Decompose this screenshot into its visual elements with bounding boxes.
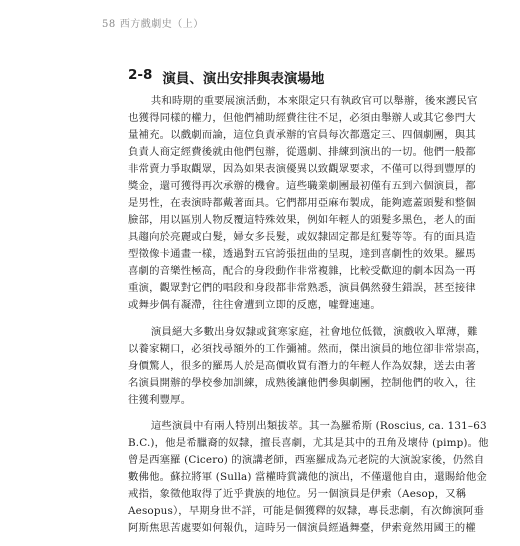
section-number: 2-8	[128, 67, 153, 83]
text-line: 獎金，還可獲得再次承辦的機會。這些職業劇團最初僅有五到六個演員，都	[128, 180, 476, 192]
text-line: 臉部，用以區別人物反覆這特殊效果，例如年輕人的頭髮多黑色，老人的面	[128, 214, 476, 226]
text-line: 量補充。以戲劇而論，這位負責承辦的官員每次都選定三、四個劇團，與其	[128, 129, 476, 141]
text-line: 這些演員中有兩人特別出類拔萃。其一為羅希斯 (Roscius, ca. 131–63	[150, 420, 487, 432]
text-line: 身價驚人，很多的羅馬人於是高價收買有潛力的年輕人作為奴隸，送去由著	[128, 360, 476, 372]
text-line: 型徵像卡通畫一樣，透過對五官誇張扭曲的呈現，達到喜劇性的效果。羅馬	[128, 248, 476, 260]
text-line: 以養家糊口，必須找尋額外的工作彌補。然而，傑出演員的地位卻非常崇高，	[128, 343, 487, 355]
body-text	[128, 93, 489, 546]
section-heading	[128, 67, 324, 87]
text-line: 演員絕大多數出身奴隸或貧寒家庭，社會地位低微，演戲收入單薄，難	[150, 326, 478, 338]
paragraph-2	[128, 324, 487, 409]
text-line: 戒指，象徵他取得了近乎貴族的地位。另一個演員是伊索（Aesop，又稱	[128, 488, 467, 500]
text-line: 重演，觀眾對它們的唱段和身段都非常熟悉，演員偶然發生錯誤，甚至接律	[128, 282, 476, 294]
text-line: 共和時期的重要展演活動，本來限定只有執政官可以舉辦，後來護民官	[150, 95, 478, 107]
text-line: 曾是西塞羅 (Cicero) 的演講老師，西塞羅成為元老院的大演說家後，仍然自	[128, 454, 485, 466]
section-title: 演員、演出安排與表演場地	[162, 71, 325, 87]
text-line: 負責人商定經費後就由他們包辦，從選劇、排練到演出的一切。他們一般都	[128, 146, 476, 158]
text-line: B.C.)，他是希臘裔的奴隸，擅長喜劇，尤其是其中的丑角及壞侍 (pimp)。他	[128, 437, 489, 449]
text-line: 是男性，在表演時都戴著面具。它們都用亞麻布製成，能夠遮蓋頭髮和整個	[128, 197, 476, 209]
text-line: 阿斯焦思苦處要如何報仇，這時另一個演員經過舞臺，伊索竟然用國王的權	[128, 522, 476, 534]
text-line: 往獲利豐厚。	[128, 394, 192, 406]
text-line: 非常賣力爭取觀眾，因為如果表演優異以致觀眾要求，不僅可以得到豐厚的	[128, 163, 476, 175]
text-line: 名演員開辦的學校參加訓練，成熟後讓他們參與劇團，控制他們的收入，往	[128, 377, 476, 389]
text-line: 或舞步偶有凝滯，往往會遭到立即的反應，噓聲連連。	[128, 299, 381, 311]
book-title: 西方戲劇史（上）	[119, 19, 204, 30]
text-line: 喜劇的音樂性極高，配合的身段動作非常複雜，比較受歡迎的劇本因為一再	[128, 265, 476, 277]
text-line: 數佛他。蘇拉將軍 (Sulla) 當權時賞識他的演出，不僅還他自由，還賜給他金	[128, 471, 487, 483]
page-number: 58	[102, 19, 116, 30]
running-head	[102, 15, 204, 30]
text-line: 也獲得同樣的權力，但他們補助經費往往不足，必須由舉辦人或其它參門大	[128, 112, 476, 124]
text-line: 具趨向於亮麗或白髮，婦女多長髮，或奴隸固定都是紅髮等等。有的面具造	[128, 231, 476, 243]
paragraph-1	[128, 93, 478, 314]
paragraph-3	[128, 418, 489, 537]
text-line: Aesopus），早期身世不詳，可能是個獲釋的奴隸，專長悲劇，有次飾演阿垂	[128, 505, 484, 517]
